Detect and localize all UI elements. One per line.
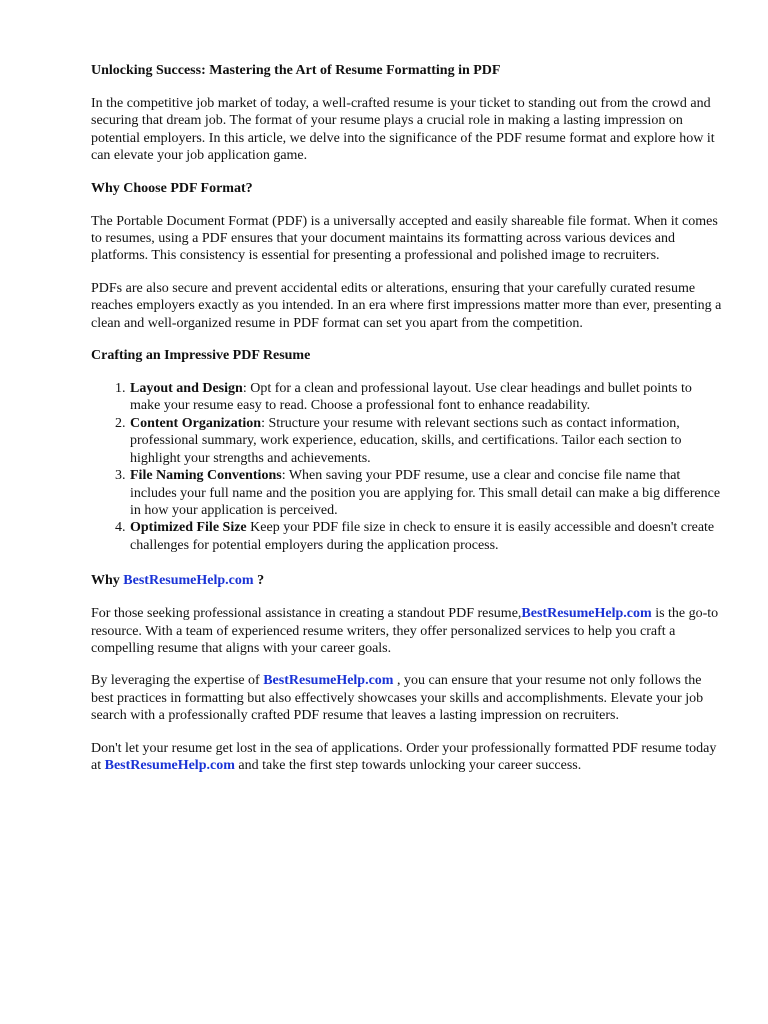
list-item	[129, 415, 724, 467]
list-item	[129, 380, 724, 415]
list-item	[129, 519, 724, 554]
list-item-text: Keep your PDF file size in check to ensure it is easily accessible and doesn't create challenges for potential employers during the application process.	[130, 520, 715, 553]
list-item-term: Layout and Design	[130, 381, 243, 397]
paragraph-text: and take the first step towards unlocking your career success.	[234, 757, 582, 773]
bestresumehelp-link[interactable]: BestResumeHelp.com	[123, 573, 254, 589]
list-item	[129, 467, 724, 519]
list-item-term: File Naming Conventions	[130, 468, 282, 484]
list-item-text: Structure your resume with relevant sections such as contact information, professional summary, work experience, education, skills, and certifications. Tailor each section to highlight your strengths and achievements.	[130, 415, 682, 466]
why-brh-paragraph-2	[91, 672, 724, 724]
paragraph-text: For those seeking professional assistance in creating a standout PDF resume,	[91, 606, 522, 622]
bestresumehelp-link[interactable]: BestResumeHelp.com	[263, 673, 394, 689]
why-brh-paragraph-1	[91, 605, 724, 657]
list-item-term: Optimized File Size	[130, 520, 247, 536]
bestresumehelp-link[interactable]: BestResumeHelp.com	[521, 606, 652, 622]
list-item-separator: :	[261, 415, 269, 431]
paragraph-text: , you can ensure that your resume not only follows the best practices in formatting but also effectively showcases your skills and accomplishments. Elevate your job search with a professionally crafted PDF resume that leaves a lasting impression on recruiters.	[91, 673, 704, 724]
why-pdf-paragraph-1: The Portable Document Format (PDF) is a universally accepted and easily shareable file format. When it comes to resumes, using a PDF ensures that your document maintains its formatting across various devices and platforms. This consistency is essential for presenting a professional and polished image to recruiters.	[91, 213, 718, 264]
paragraph-text: is the go-to resource. With a team of experienced resume writers, they offer personalized services to help you craft a compelling resume that aligns with your career goals.	[91, 606, 719, 656]
heading-prefix: Why	[91, 573, 124, 589]
section-heading-crafting: Crafting an Impressive PDF Resume	[91, 348, 311, 364]
list-item-text: When saving your PDF resume, use a clear and concise file name that includes your full name and the position you are applying for. This small detail can make a big difference in how your application is perceived.	[130, 468, 721, 518]
intro-paragraph: In the competitive job market of today, a well-crafted resume is your ticket to standing out from the crowd and securing that dream job. The format of your resume plays a crucial role in making a lasting impression on potential employers. In this article, we delve into the significance of the PDF resume format and explore how it can elevate your job application game.	[91, 96, 715, 164]
why-brh-paragraph-3	[91, 740, 724, 775]
why-pdf-paragraph-2: PDFs are also secure and prevent accidental edits or alterations, ensuring that your carefully curated resume reaches employers exactly as you intended. In an era where first impressions matter more than ever, presenting a clean and well-organized resume in PDF format can set you apart from the competition.	[91, 280, 722, 331]
section-heading-why-brh	[91, 572, 724, 589]
document-title: Unlocking Success: Mastering the Art of Resume Formatting in PDF	[91, 63, 501, 78]
bestresumehelp-link[interactable]: BestResumeHelp.com	[104, 757, 235, 773]
section-heading-why-pdf: Why Choose PDF Format?	[91, 180, 253, 196]
list-item-text: Opt for a clean and professional layout. Use clear headings and bullet points to make your resume easy to read. Choose a professional font to enhance readability.	[130, 381, 692, 414]
crafting-tips-list	[91, 380, 724, 554]
list-item-term: Content Organization	[130, 415, 262, 431]
heading-suffix: ?	[253, 573, 265, 589]
paragraph-text: By leveraging the expertise of	[91, 673, 264, 689]
list-item-separator: :	[281, 468, 289, 484]
paragraph-text: Don't let your resume get lost in the sea of applications. Order your professionally formatted PDF resume today at	[91, 740, 717, 773]
list-item-separator: :	[242, 381, 251, 397]
